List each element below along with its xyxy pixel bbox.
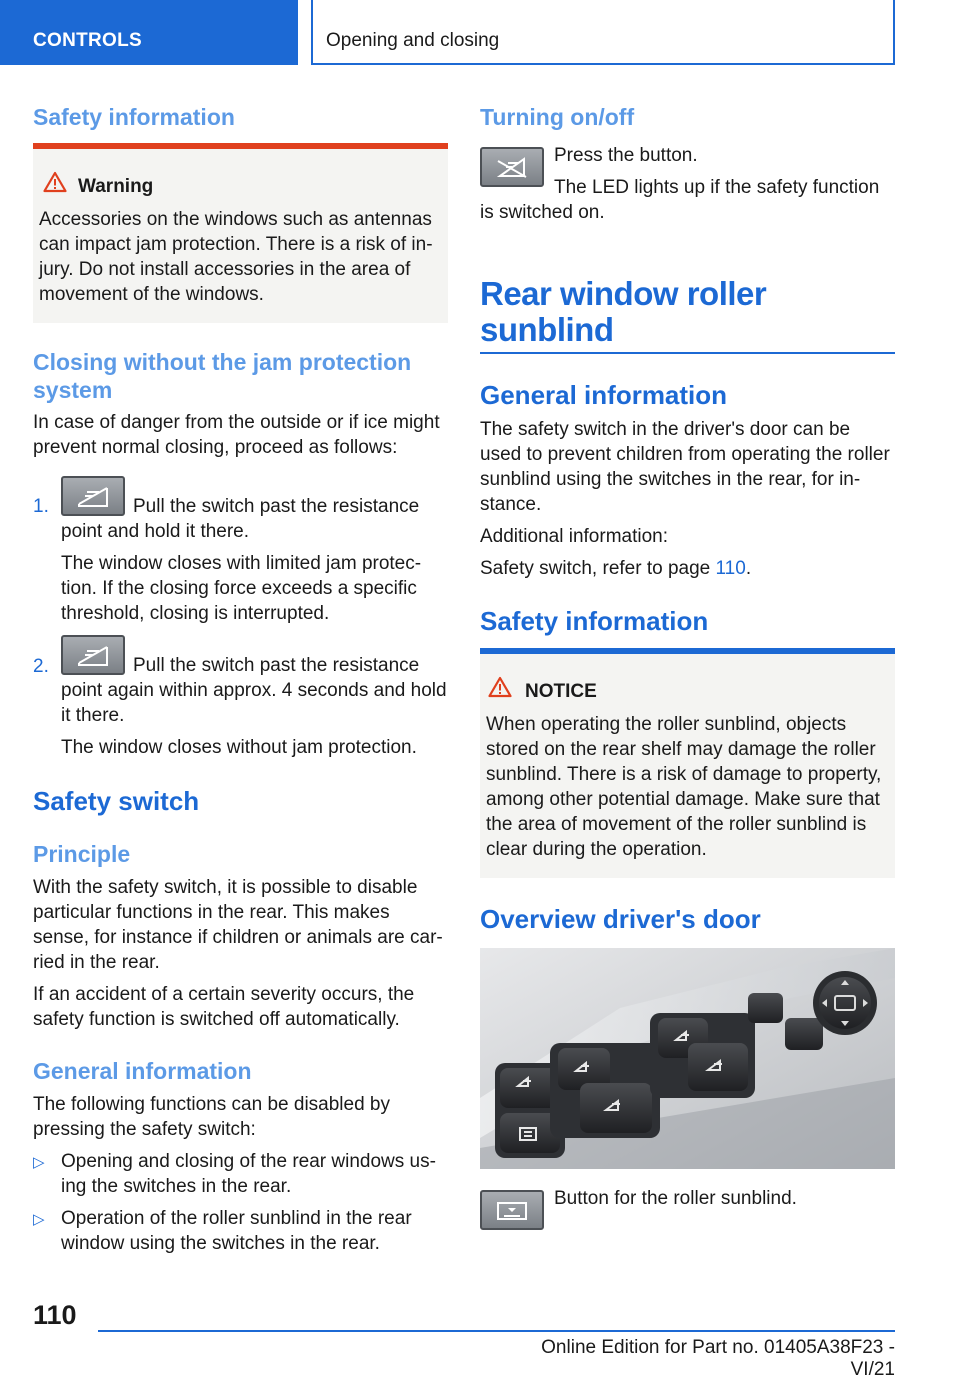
page-number: 110 [33,1300,77,1330]
safety-information-heading: Safety information [480,606,709,636]
turning-on-off-heading: Turning on/off [480,104,635,130]
safety-switch-heading: Safety switch [33,786,200,816]
step-2-line-3: it there. [61,705,125,726]
reference-suffix: . [745,558,752,579]
roller-sunblind-button-icon [480,1190,544,1230]
chapter-tab [311,0,895,65]
step-1-line-2: point and hold it there. [61,521,250,542]
warning-line-1: Accessories on the windows such as antennas [39,209,432,230]
step-2-line-2: point again within approx. 4 seconds and hold [61,680,447,701]
step-2-number: 2. [33,656,49,677]
warning-line-2: can impact jam protection. There is a risk of in‐ [39,234,433,255]
general-line-4: stance. [480,494,542,515]
principle-line-1: With the safety switch, it is possible to disable [33,877,418,898]
general-line-1: The safety switch in the driver's door can be [480,419,851,440]
warning-line-3: jury. Do not install accessories in the area of [39,259,411,280]
closing-intro-line-2: prevent normal closing, proceed as follows: [33,437,398,458]
general-information-heading: General information [480,380,728,410]
warning-line-4: movement of the windows. [39,284,264,305]
principle-heading: Principle [33,841,131,867]
closing-heading-line-2: system [33,377,113,403]
safety-switch-button-icon [480,147,544,187]
step-2-detail: The window closes without jam protection. [61,737,417,758]
window-switch-icon [61,476,125,516]
chapter-label: Opening and closing [326,30,500,51]
bullet-marker: ▷ [33,1154,45,1171]
drivers-door-switch-panel-photo [480,948,895,1169]
notice-line-5: the area of movement of the roller sunblind is [486,814,867,835]
heading-rule [480,352,895,354]
bullet-marker: ▷ [33,1211,45,1228]
notice-line-2: stored on the rear shelf may damage the roller [486,739,876,760]
led-line-2: is switched on. [480,202,605,223]
page-reference [480,556,751,581]
accident-line-2: safety function is switched off automatically. [33,1009,400,1030]
notice-title: NOTICE [525,681,597,702]
general-line-3: sunblind using the switches in the rear, for in‐ [480,469,861,490]
general-line-1: The following functions can be disabled by [33,1094,391,1115]
footer-rule [98,1330,895,1332]
warning-title: Warning [78,176,154,197]
bullet-1-line-2: ing the switches in the rear. [61,1176,292,1197]
general-line-2: used to prevent children from operating the roller [480,444,890,465]
notice-line-1: When operating the roller sunblind, objects [486,714,847,735]
bullet-2-line-2: window using the switches in the rear. [61,1233,380,1254]
window-switch-icon [61,635,125,675]
led-line-1: The LED lights up if the safety function [554,177,880,198]
notice-line-4: among other potential damage. Make sure that [486,789,880,810]
notice-box [480,648,895,878]
closing-heading-line-1: Closing without the jam protection [33,349,412,375]
closing-intro-line-1: In case of danger from the outside or if ice might [33,412,440,433]
section-tab [0,0,298,65]
section-label: CONTROLS [33,30,143,51]
step-1-detail-2: tion. If the closing force exceeds a specific [61,578,417,599]
warning-box [33,143,448,323]
notice-line-6: clear during the operation. [486,839,707,860]
bullet-2-line-1: Operation of the roller sunblind in the rear [61,1208,412,1229]
press-button-text: Press the button. [554,145,698,166]
general-information-heading: General information [33,1058,252,1084]
accident-line-1: If an accident of a certain severity occurs, the [33,984,415,1005]
rear-window-heading-line-2: sunblind [480,311,614,348]
additional-info: Additional information: [480,526,668,547]
step-1-number: 1. [33,496,49,517]
page-link[interactable]: 110 [715,558,746,579]
warning-icon [488,676,512,703]
warning-icon [43,171,67,198]
notice-line-3: sunblind. There is a risk of damage to property, [486,764,882,785]
step-1-detail-1: The window closes with limited jam protec‐ [61,553,422,574]
roller-sunblind-button-caption: Button for the roller sunblind. [554,1188,797,1209]
bullet-1-line-1: Opening and closing of the rear windows us‐ [61,1151,436,1172]
safety-information-heading: Safety information [33,104,235,130]
principle-line-2: particular functions in the rear. This makes [33,902,390,923]
step-2-line-1: Pull the switch past the resistance [133,655,420,676]
step-1-detail-3: threshold, closing is interrupted. [61,603,330,624]
reference-prefix: Safety switch, refer to page [480,558,716,579]
general-line-2: pressing the safety switch: [33,1119,256,1140]
overview-drivers-door-heading: Overview driver's door [480,904,761,934]
principle-line-4: ried in the rear. [33,952,160,973]
rear-window-heading-line-1: Rear window roller [480,275,767,312]
principle-line-3: sense, for instance if children or animals are car‐ [33,927,443,948]
step-1-line-1: Pull the switch past the resistance [133,496,420,517]
edition-text: Online Edition for Part no. 01405A38F23 - VI/21 [541,1337,895,1380]
